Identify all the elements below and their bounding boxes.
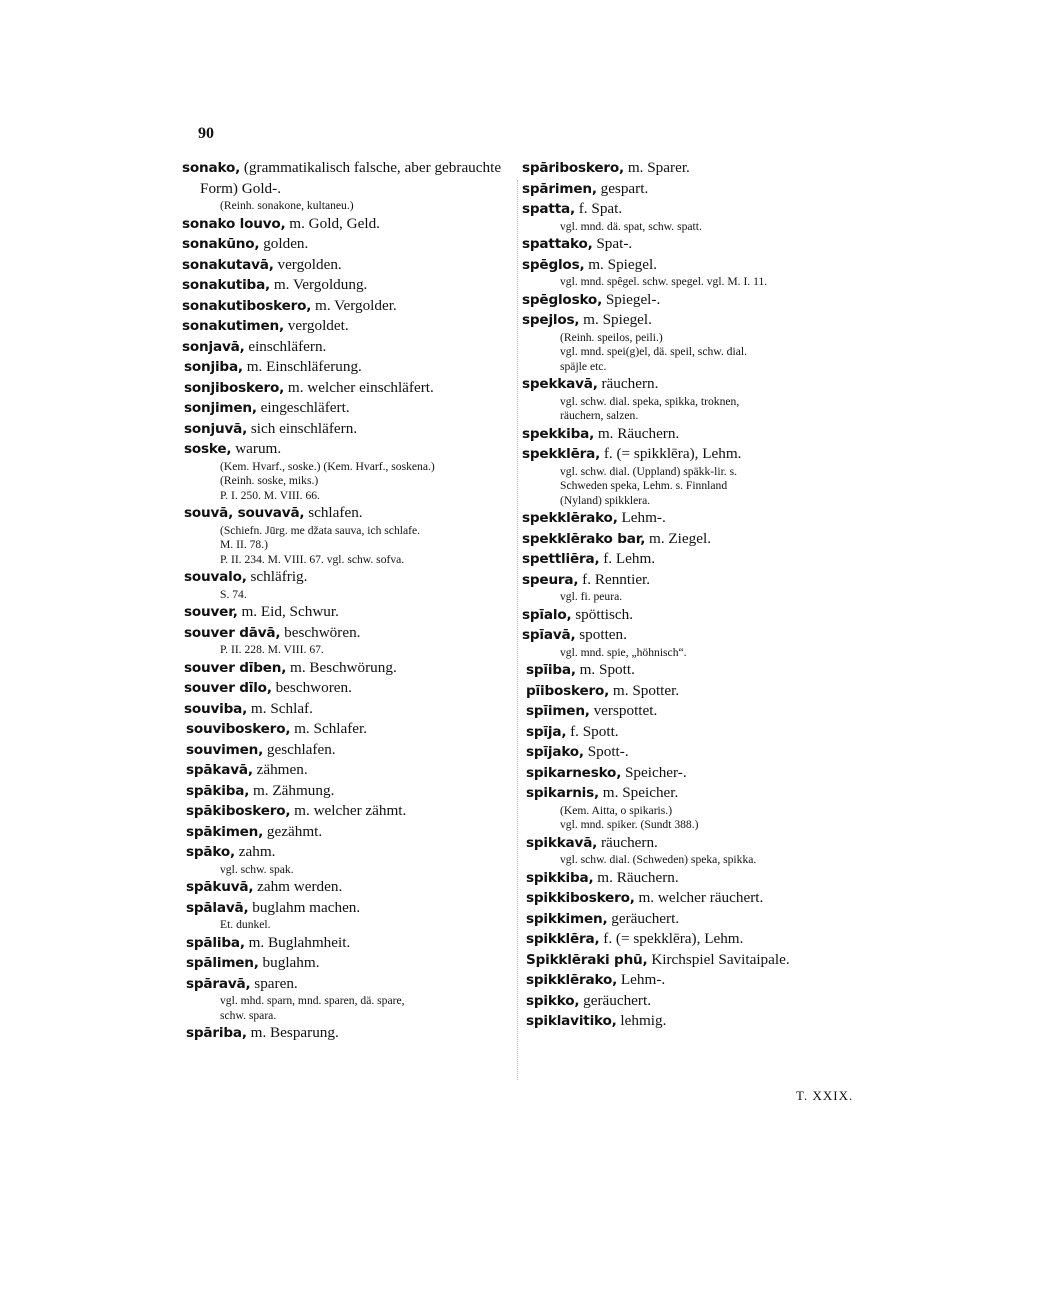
definition: m. Speicher. — [599, 784, 679, 801]
definition: (grammatikalisch falsche, aber gebrauchte Form) Gold-. — [200, 159, 502, 197]
headword: spāko, — [186, 844, 235, 860]
definition: m. Gold, Geld. — [285, 214, 380, 232]
headword: spekkavā, — [522, 376, 598, 392]
headword: spekklērako bar, — [522, 530, 646, 547]
dictionary-entry — [522, 909, 867, 930]
dictionary-entry — [522, 529, 867, 550]
reference-note: (Nyland) spikklera. — [560, 493, 651, 507]
dictionary-entry — [182, 760, 522, 781]
definition: m. Spiegel. — [584, 255, 657, 273]
definition: m. Räuchern. — [594, 424, 680, 442]
dictionary-entry — [522, 374, 867, 395]
dictionary-entry — [522, 681, 867, 702]
definition: Lehm-. — [617, 971, 666, 988]
definition: f. (= spekklēra), Lehm. — [599, 930, 744, 947]
dictionary-entry — [522, 570, 867, 591]
headword: spīiba, — [526, 662, 576, 678]
headword: spikko, — [526, 992, 580, 1009]
definition: Spat-. — [592, 235, 633, 252]
headword: spēglosko, — [522, 291, 603, 308]
dictionary-entry — [182, 898, 522, 919]
headword: spikkimen, — [526, 910, 608, 927]
definition: eingeschläfert. — [256, 399, 350, 416]
definition: warum. — [231, 440, 282, 457]
headword: spīavā, — [522, 627, 576, 643]
definition: buglahm. — [258, 954, 320, 971]
headword: spikklērako, — [526, 972, 618, 988]
dictionary-entry — [182, 740, 522, 761]
headword: sonakutiba, — [182, 277, 271, 293]
headword: spīimen, — [526, 703, 590, 719]
headword: spāliba, — [186, 934, 245, 951]
headword: spiklavitiko, — [526, 1013, 617, 1029]
headword: spēglos, — [522, 256, 585, 273]
reference-note: S. 74. — [220, 587, 247, 601]
reference-note: Schweden speka, Lehm. s. Finnland — [560, 479, 728, 492]
reference-note: schw. spara. — [220, 1008, 277, 1022]
dictionary-entry — [182, 439, 522, 460]
headword: spākimen, — [186, 823, 264, 840]
dictionary-entry — [522, 991, 867, 1012]
definition: m. Sparer. — [624, 159, 690, 176]
headword: sonjavā, — [182, 338, 245, 355]
dictionary-entry — [522, 722, 867, 743]
headword: sonako, — [182, 160, 241, 176]
headword: spikkavā, — [526, 834, 598, 851]
headword: spāriba, — [186, 1025, 247, 1041]
dictionary-entry — [182, 933, 522, 954]
definition: schläfrig. — [246, 568, 308, 585]
right-column — [522, 158, 867, 1032]
definition: m. Vergolder. — [311, 296, 397, 314]
headword: sonjuvā, — [184, 420, 248, 437]
dictionary-entry — [182, 158, 522, 199]
dictionary-entry — [522, 605, 867, 626]
dictionary-entry — [182, 658, 522, 679]
headword: spārimen, — [522, 180, 597, 197]
dictionary-entry — [182, 953, 522, 974]
headword: spettliēra, — [522, 551, 600, 567]
definition: gespart. — [596, 179, 649, 197]
dictionary-entry — [522, 833, 867, 854]
definition: sparen. — [250, 974, 298, 992]
headword: spikarnis, — [526, 785, 599, 801]
definition: vergoldet. — [283, 317, 349, 334]
headword: souver dāvā, — [184, 624, 281, 641]
definition: m. Eid, Schwur. — [237, 603, 339, 620]
headword: sonjiba, — [184, 359, 243, 375]
definition: Speicher-. — [621, 763, 687, 781]
definition: m. Buglahmheit. — [244, 933, 351, 951]
reference-note: P. II. 228. M. VIII. 67. — [220, 643, 324, 656]
signature-mark: T. XXIX. — [796, 1088, 854, 1103]
reference-note: M. II. 78.) — [220, 538, 268, 551]
headword: sonakutavā, — [182, 256, 274, 273]
definition: m. Einschläferung. — [242, 358, 362, 375]
headword: souviba, — [184, 700, 248, 717]
dictionary-entry — [182, 503, 522, 524]
headword: spatta, — [522, 201, 575, 217]
headword: spekkiba, — [522, 425, 595, 442]
headword: spālimen, — [186, 955, 259, 971]
reference-note: späjle etc. — [560, 359, 607, 373]
dictionary-entry — [182, 719, 522, 740]
definition: spöttisch. — [571, 605, 634, 623]
dictionary-entry — [522, 701, 867, 722]
dictionary-entry — [522, 508, 867, 529]
definition: sich einschläfern. — [247, 419, 358, 437]
definition: Spott-. — [583, 743, 629, 760]
reference-note: (Schiefn. Jūrg. me džata sauva, ich schlafe. — [220, 523, 421, 537]
definition: m. welcher zähmt. — [290, 802, 407, 819]
definition: vergolden. — [273, 255, 342, 273]
definition: f. Lehm. — [599, 550, 656, 567]
definition: m. Spiegel. — [579, 311, 652, 328]
dictionary-entry — [522, 310, 867, 331]
dictionary-entry — [522, 424, 867, 445]
dictionary-entry — [182, 419, 522, 440]
headword: spekklēra, — [522, 446, 601, 462]
dictionary-entry — [522, 783, 867, 804]
definition: einschläfern. — [244, 337, 327, 355]
headword: spākiboskero, — [186, 803, 291, 819]
reference-note: (Kem. Hvarf., soske.) (Kem. Hvarf., soskena.) — [220, 459, 435, 473]
dictionary-entry — [182, 378, 522, 399]
reference-note: vgl. schw. dial. (Uppland) späkk-lir. s. — [560, 464, 737, 478]
definition: spotten. — [575, 626, 627, 643]
headword: spākavā, — [186, 762, 253, 778]
definition: zahm werden. — [253, 878, 343, 895]
definition: verspottet. — [589, 702, 658, 719]
dictionary-entry — [522, 549, 867, 570]
definition: m. Zähmung. — [249, 781, 335, 799]
headword: spikkiboskero, — [526, 890, 635, 906]
headword: spikkiba, — [526, 869, 594, 886]
headword: speura, — [522, 571, 579, 588]
definition: m. welcher einschläfert. — [284, 378, 434, 396]
reference-note: P. II. 234. M. VIII. 67. vgl. schw. sofva. — [220, 552, 405, 566]
dictionary-entry — [182, 337, 522, 358]
dictionary-entry — [182, 296, 522, 317]
dictionary-entry — [182, 1023, 522, 1044]
reference-note: vgl. mnd. spei(g)el, dä. speil, schw. dial. — [560, 345, 747, 358]
dictionary-entry — [522, 234, 867, 255]
dictionary-entry — [522, 763, 867, 784]
headword: sonako louvo, — [182, 215, 286, 232]
definition: m. Vergoldung. — [270, 276, 368, 293]
reference-note: vgl. mnd. spie, „höhnisch“. — [560, 645, 687, 659]
definition: beschwören. — [280, 623, 361, 641]
dictionary-entry — [182, 623, 522, 644]
headword: pīiboskero, — [526, 682, 610, 699]
dictionary-entry — [522, 625, 867, 646]
definition: golden. — [259, 235, 309, 252]
dictionary-entry — [522, 970, 867, 991]
definition: zähmen. — [252, 761, 308, 778]
headword: spikarnesko, — [526, 764, 622, 781]
headword: spattako, — [522, 236, 593, 252]
definition: Kirchspiel Savitaipale. — [647, 950, 790, 968]
dictionary-entry — [522, 929, 867, 950]
headword: souviboskero, — [186, 721, 291, 737]
headword: souver dīlo, — [184, 680, 272, 696]
page-number: 90 — [198, 125, 214, 142]
definition: beschworen. — [271, 679, 352, 696]
headword: spāravā, — [186, 975, 251, 992]
dictionary-entry — [182, 822, 522, 843]
reference-note: vgl. mhd. sparn, mnd. sparen, dä. spare, — [220, 994, 405, 1007]
definition: m. Schlafer. — [290, 720, 368, 737]
headword: sonakutiboskero, — [182, 297, 312, 314]
headword: souvimen, — [186, 741, 264, 758]
headword: spekklērako, — [522, 510, 618, 526]
definition: f. (= spikklēra), Lehm. — [600, 445, 742, 462]
definition: m. Besparung. — [246, 1024, 339, 1041]
dictionary-entry — [522, 158, 867, 179]
definition: m. Räuchern. — [593, 868, 679, 886]
reference-note: (Reinh. sonakone, kultaneu.) — [220, 199, 354, 212]
reference-note: Et. dunkel. — [220, 918, 271, 931]
definition: f. Spott. — [566, 722, 619, 740]
definition: schlafen. — [304, 504, 363, 521]
reference-note: vgl. fi. peura. — [560, 590, 623, 603]
reference-note: (Reinh. soske, miks.) — [220, 474, 319, 487]
dictionary-entry — [522, 199, 867, 220]
headword: soske, — [184, 441, 232, 457]
headword: sonakutimen, — [182, 318, 284, 334]
dictionary-entry — [522, 1011, 867, 1032]
headword: spejlos, — [522, 312, 580, 328]
dictionary-entry — [182, 255, 522, 276]
definition: f. Spat. — [574, 200, 623, 217]
dictionary-entry — [522, 950, 867, 971]
dictionary-entry — [182, 567, 522, 588]
headword: sonjimen, — [184, 400, 257, 416]
dictionary-entry — [522, 290, 867, 311]
reference-note: (Kem. Aitta, o spikaris.) — [560, 803, 673, 817]
headword: spālavā, — [186, 899, 249, 916]
headword: sonjiboskero, — [184, 379, 285, 396]
headword: spikklēra, — [526, 931, 600, 947]
definition: räuchern. — [597, 375, 659, 392]
dictionary-entry — [522, 255, 867, 276]
definition: f. Renntier. — [578, 570, 651, 588]
headword: Spikklēraki phū, — [526, 951, 648, 968]
headword: spīja, — [526, 723, 567, 740]
definition: geräuchert. — [579, 991, 651, 1009]
definition: zahm. — [234, 843, 276, 860]
definition: lehmig. — [616, 1012, 667, 1029]
reference-note: (Reinh. speilos, peili.) — [560, 330, 663, 344]
dictionary-entry — [522, 444, 867, 465]
definition: geräuchert. — [607, 909, 680, 927]
dictionary-entry — [182, 275, 522, 296]
definition: m. Spott. — [575, 661, 635, 678]
dictionary-entry — [182, 234, 522, 255]
reference-note: vgl. schw. dial. speka, spikka, troknen, — [560, 394, 740, 408]
dictionary-entry — [182, 842, 522, 863]
headword: souvalo, — [184, 569, 247, 585]
dictionary-entry — [182, 877, 522, 898]
definition: räuchern. — [597, 833, 658, 851]
definition: m. welcher räuchert. — [634, 889, 764, 906]
dictionary-entry — [182, 801, 522, 822]
dictionary-entry — [522, 888, 867, 909]
definition: m. Schlaf. — [247, 699, 313, 717]
dictionary-entry — [182, 398, 522, 419]
definition: Spiegel-. — [602, 290, 661, 308]
headword: spākuvā, — [186, 879, 254, 895]
headword: souver, — [184, 604, 238, 620]
headword: spākiba, — [186, 782, 250, 799]
reference-note: P. I. 250. M. VIII. 66. — [220, 488, 320, 502]
dictionary-entry — [522, 179, 867, 200]
definition: m. Spotter. — [609, 681, 680, 699]
dictionary-entry — [182, 602, 522, 623]
definition: m. Ziegel. — [645, 529, 711, 547]
dictionary-entry — [522, 742, 867, 763]
reference-note: vgl. schw. dial. (Schweden) speka, spikka. — [560, 853, 757, 866]
headword: spīalo, — [522, 606, 572, 623]
left-column — [182, 158, 522, 1044]
headword: sonakūno, — [182, 236, 260, 252]
dictionary-entry — [182, 357, 522, 378]
dictionary-entry — [182, 781, 522, 802]
dictionary-entry — [182, 699, 522, 720]
dictionary-entry — [182, 316, 522, 337]
reference-note: räuchern, salzen. — [560, 409, 639, 422]
headword: spījako, — [526, 744, 584, 760]
dictionary-entry — [182, 214, 522, 235]
definition: buglahm machen. — [248, 898, 361, 916]
reference-note: vgl. mnd. spiker. (Sundt 388.) — [560, 818, 699, 831]
definition: gezähmt. — [263, 822, 323, 840]
dictionary-entry — [182, 678, 522, 699]
headword: souver dīben, — [184, 659, 287, 676]
definition: geschlafen. — [263, 740, 336, 758]
definition: m. Beschwörung. — [286, 658, 397, 676]
headword: souvā, souvavā, — [184, 505, 305, 521]
definition: Lehm-. — [617, 509, 666, 526]
reference-note: vgl. schw. spak. — [220, 862, 294, 876]
dictionary-entry — [522, 868, 867, 889]
reference-note: vgl. mnd. spêgel. schw. spegel. vgl. M. I. 11. — [560, 275, 768, 288]
reference-note: vgl. mnd. dä. spat, schw. spatt. — [560, 219, 702, 233]
dictionary-entry — [182, 974, 522, 995]
dictionary-entry — [522, 660, 867, 681]
headword: spāriboskero, — [522, 160, 625, 176]
